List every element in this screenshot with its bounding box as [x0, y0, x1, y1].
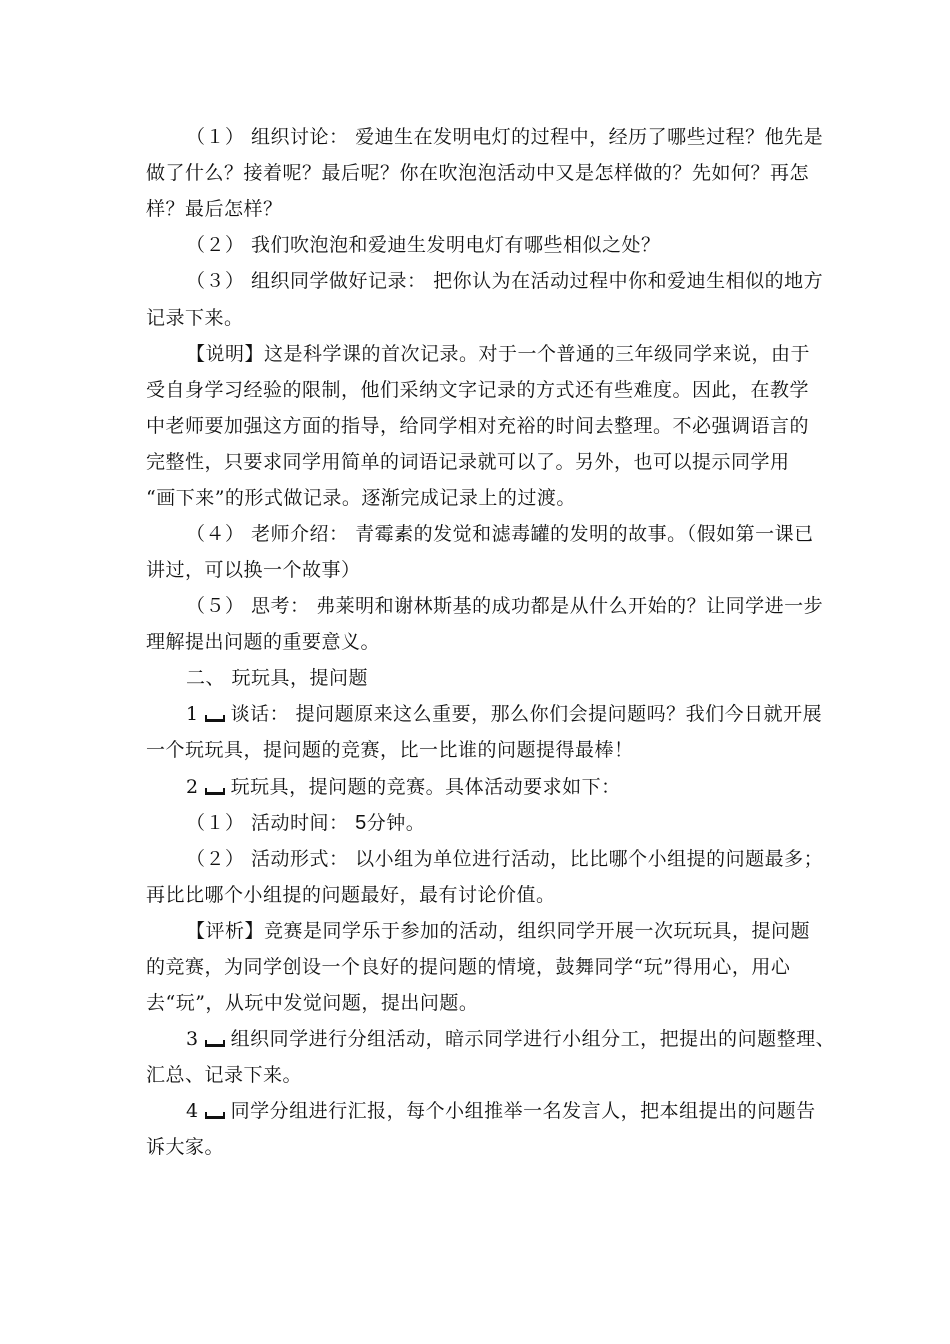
numbered-item	[186, 773, 621, 801]
list-marker-icon	[205, 788, 225, 795]
paragraph-line: “画下来”的形式做记录。逐渐完成记录上的过渡。	[146, 487, 576, 509]
label-text: （１） 活动时间：	[186, 812, 356, 834]
activity-time-line	[186, 809, 425, 837]
item-number: 3	[186, 1028, 199, 1050]
paragraph-line: （３） 组织同学做好记录： 把你认为在活动过程中你和爱迪生相似的地方	[186, 270, 824, 292]
paragraph-line: （５） 思考： 弗莱明和谢林斯基的成功都是从什么开始的？让同学进一步	[186, 595, 824, 617]
numbered-item	[186, 1025, 835, 1053]
paragraph-line: 中老师要加强这方面的指导，给同学相对充裕的时间去整理。不必强调语言的	[146, 415, 810, 437]
numbered-item	[186, 1097, 816, 1125]
paragraph-line: 诉大家。	[146, 1136, 225, 1158]
paragraph-line: 汇总、记录下来。	[146, 1064, 303, 1086]
paragraph-line: 记录下来。	[146, 307, 244, 329]
paragraph-line: （２） 我们吹泡泡和爱迪生发明电灯有哪些相似之处？	[186, 234, 661, 256]
item-text: 谈话： 提问题原来这么重要，那么你们会提问题吗？我们今日就开展	[230, 703, 823, 725]
paragraph-line: 做了什么？接着呢？最后呢？你在吹泡泡活动中又是怎样做的？先如何？再怎	[146, 162, 810, 184]
paragraph-line: 受自身学习经验的限制，他们采纳文字记录的方式还有些难度。因此，在教学	[146, 379, 810, 401]
unit-text: 分钟。	[366, 812, 426, 834]
item-number: 2	[186, 776, 199, 798]
paragraph-line: 【说明】这是科学课的首次记录。对于一个普通的三年级同学来说，由于	[186, 343, 811, 365]
paragraph-line: 再比比哪个小组提的问题最好，最有讨论价值。	[146, 884, 556, 906]
item-number: 4	[186, 1100, 199, 1122]
item-text: 组织同学进行分组活动，暗示同学进行小组分工，把提出的问题整理、	[230, 1028, 836, 1050]
paragraph-line: 一个玩玩具，提问题的竞赛，比一比谁的问题提得最棒！	[146, 739, 634, 761]
paragraph-line: 讲过，可以换一个故事）	[146, 559, 361, 581]
paragraph-line: 完整性，只要求同学用简单的词语记录就可以了。另外，也可以提示同学用	[146, 451, 790, 473]
paragraph-line: 去“玩”，从玩中发觉问题，提出问题。	[146, 992, 479, 1014]
paragraph-line: 样？最后怎样？	[146, 198, 283, 220]
section-heading: 二、 玩玩具，提问题	[186, 667, 369, 689]
numbered-item	[186, 700, 822, 728]
paragraph-line: 理解提出问题的重要意义。	[146, 631, 381, 653]
paragraph-line: 【评析】竞赛是同学乐于参加的活动，组织同学开展一次玩玩具，提问题	[186, 920, 811, 942]
list-marker-icon	[205, 1040, 225, 1047]
paragraph-line: （１） 组织讨论： 爱迪生在发明电灯的过程中，经历了哪些过程？他先是	[186, 126, 824, 148]
item-text: 玩玩具，提问题的竞赛。具体活动要求如下：	[230, 776, 621, 798]
list-marker-icon	[205, 1112, 225, 1119]
list-marker-icon	[205, 715, 225, 722]
item-text: 同学分组进行汇报，每个小组推举一名发言人，把本组提出的问题告	[230, 1100, 816, 1122]
minutes-value: 5	[355, 812, 367, 834]
paragraph-line: （２） 活动形式： 以小组为单位进行活动，比比哪个小组提的问题最多；	[186, 848, 824, 870]
paragraph-line: 的竞赛，为同学创设一个良好的提问题的情境，鼓舞同学“玩”得用心，用心	[146, 956, 791, 978]
item-number: 1	[186, 703, 199, 725]
paragraph-line: （４） 老师介绍： 青霉素的发觉和滤毒罐的发明的故事。（假如第一课已	[186, 523, 814, 545]
